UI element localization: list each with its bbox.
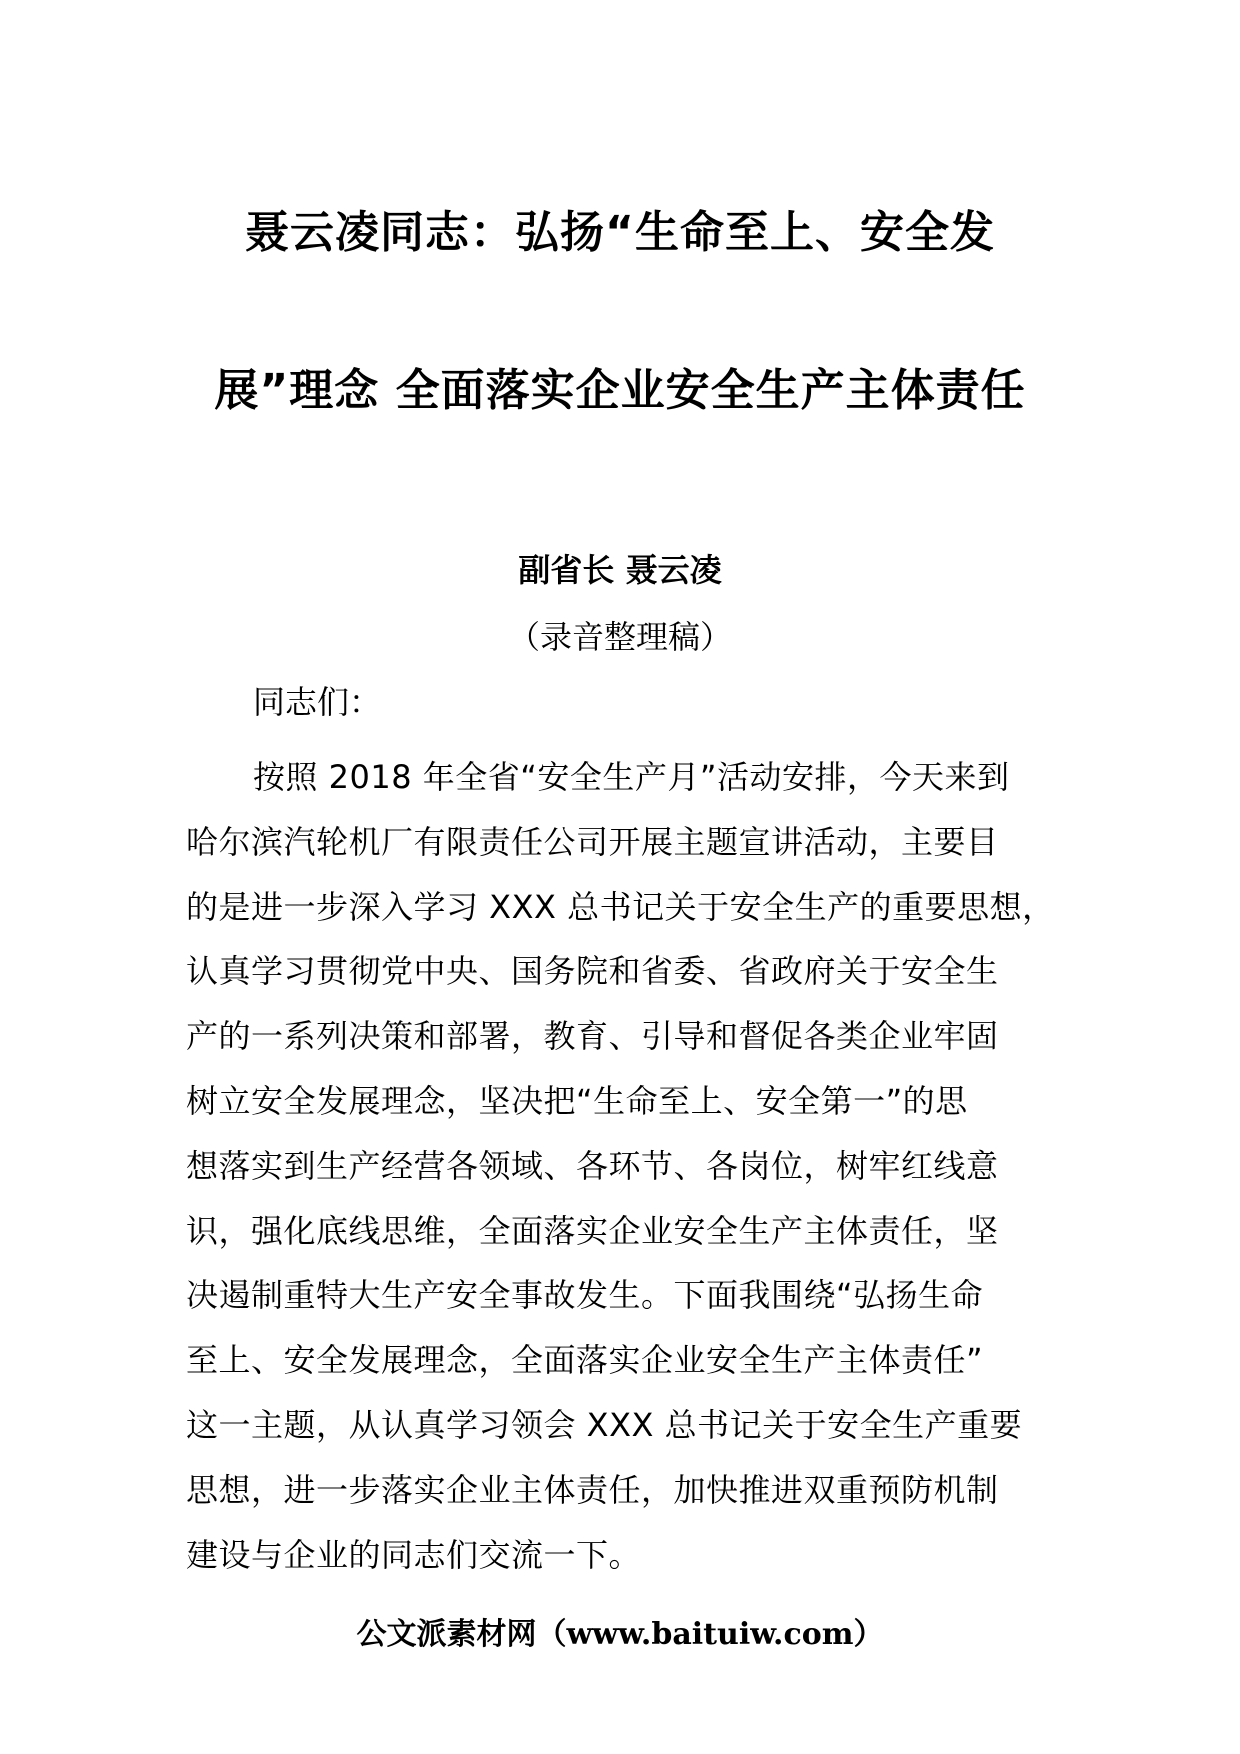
body-line: 建设与企业的同志们交流一下。 <box>186 1535 642 1574</box>
body-line: 产的一系列决策和部署，教育、引导和督促各类企业牢固 <box>186 1017 999 1056</box>
body-line: 思想，进一步落实企业主体责任，加快推进双重预防机制 <box>186 1470 999 1509</box>
body-paragraph <box>186 745 1086 1587</box>
author-line: 副省长 聂云凌 <box>518 551 722 589</box>
body-line: 想落实到生产经营各领域、各环节、各岗位，树牢红线意 <box>186 1146 999 1185</box>
body-line: 这一主题，从认真学习领会 XXX 总书记关于安全生产重要 <box>186 1405 1023 1444</box>
body-line: 识，强化底线思维，全面落实企业安全生产主体责任，坚 <box>186 1211 999 1250</box>
body-line: 的是进一步深入学习 XXX 总书记关于安全生产的重要思想， <box>186 887 1055 926</box>
body-line: 决遏制重特大生产安全事故发生。下面我围绕“弘扬生命 <box>186 1276 984 1315</box>
body-line: 树立安全发展理念，坚决把“生命至上、安全第一”的思 <box>186 1081 968 1120</box>
body-line: 哈尔滨汽轮机厂有限责任公司开展主题宣讲活动，主要目 <box>186 822 999 861</box>
body-line: 至上、安全发展理念，全面落实企业安全生产主体责任” <box>186 1341 984 1380</box>
footer-watermark: 公文派素材网（www.baituiw.com） <box>356 1617 884 1652</box>
document-title-line-1: 聂云凌同志：弘扬“生命至上、安全发 <box>245 207 995 258</box>
subtitle-note: （录音整理稿） <box>507 618 732 656</box>
body-line: 认真学习贯彻党中央、国务院和省委、省政府关于安全生 <box>186 952 999 991</box>
document-title-line-2: 展”理念 全面落实企业安全生产主体责任 <box>214 365 1026 416</box>
salutation: 同志们： <box>253 683 382 721</box>
body-line: 按照 2018 年全省“安全生产月”活动安排，今天来到 <box>253 758 1010 796</box>
